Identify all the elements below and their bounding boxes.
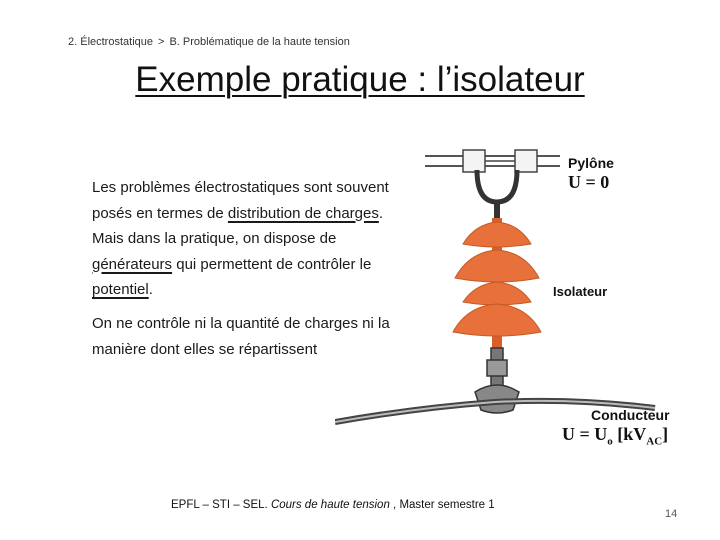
footer-course: Cours de haute tension <box>270 499 390 511</box>
label-potential-uo <box>562 424 668 448</box>
paragraph-text: Les problèmes électrostatiques sont souvent posés en termes de <box>92 179 389 222</box>
paragraph-text: . <box>148 281 153 298</box>
insulator-disc <box>463 222 531 247</box>
label-uo-sub: o <box>607 435 613 448</box>
insulator-stack <box>453 218 541 368</box>
term-potentiel: potentiel <box>92 281 149 298</box>
pylon-yoke <box>477 170 517 222</box>
pylon-arm <box>425 150 560 172</box>
breadcrumb-section: 2. Électrostatique <box>68 36 153 48</box>
footer <box>171 499 495 511</box>
label-pylone: Pylône <box>568 155 614 171</box>
page-number: 14 <box>665 508 678 520</box>
footer-prefix: EPFL – STI – SEL. <box>171 499 271 511</box>
term-generateurs: générateurs <box>92 255 173 273</box>
label-isolateur: Isolateur <box>553 284 608 299</box>
insulator-disc <box>455 250 539 282</box>
breadcrumb-subsection: B. Problématique de la haute tension <box>169 36 350 48</box>
insulator-disc <box>453 304 541 336</box>
insulator-diagram <box>335 140 675 450</box>
label-uo-unit: [kV <box>612 424 647 444</box>
page-title: Exemple pratique : l’isolateur <box>135 60 585 99</box>
term-distribution-de-charges: distribution de charges <box>227 204 379 222</box>
paragraph-text: . Mais dans la pratique, on dispose de <box>92 204 384 247</box>
breadcrumb <box>68 36 350 48</box>
footer-suffix: , Master semestre 1 <box>389 499 495 511</box>
paragraph-text: qui permettent de contrôler le <box>172 255 372 273</box>
label-uo-close: ] <box>662 424 669 444</box>
insulator-disc <box>463 282 531 305</box>
breadcrumb-separator: > <box>158 36 165 48</box>
paragraph-control: On ne contrôle ni la quantité de charges ni la manière dont elles se répartissent <box>92 315 390 358</box>
label-potential-zero: U = 0 <box>568 172 610 192</box>
label-uo-main: U = U <box>562 424 608 444</box>
label-conducteur: Conducteur <box>591 407 670 423</box>
label-uo-unit-sub: AC <box>646 435 663 448</box>
